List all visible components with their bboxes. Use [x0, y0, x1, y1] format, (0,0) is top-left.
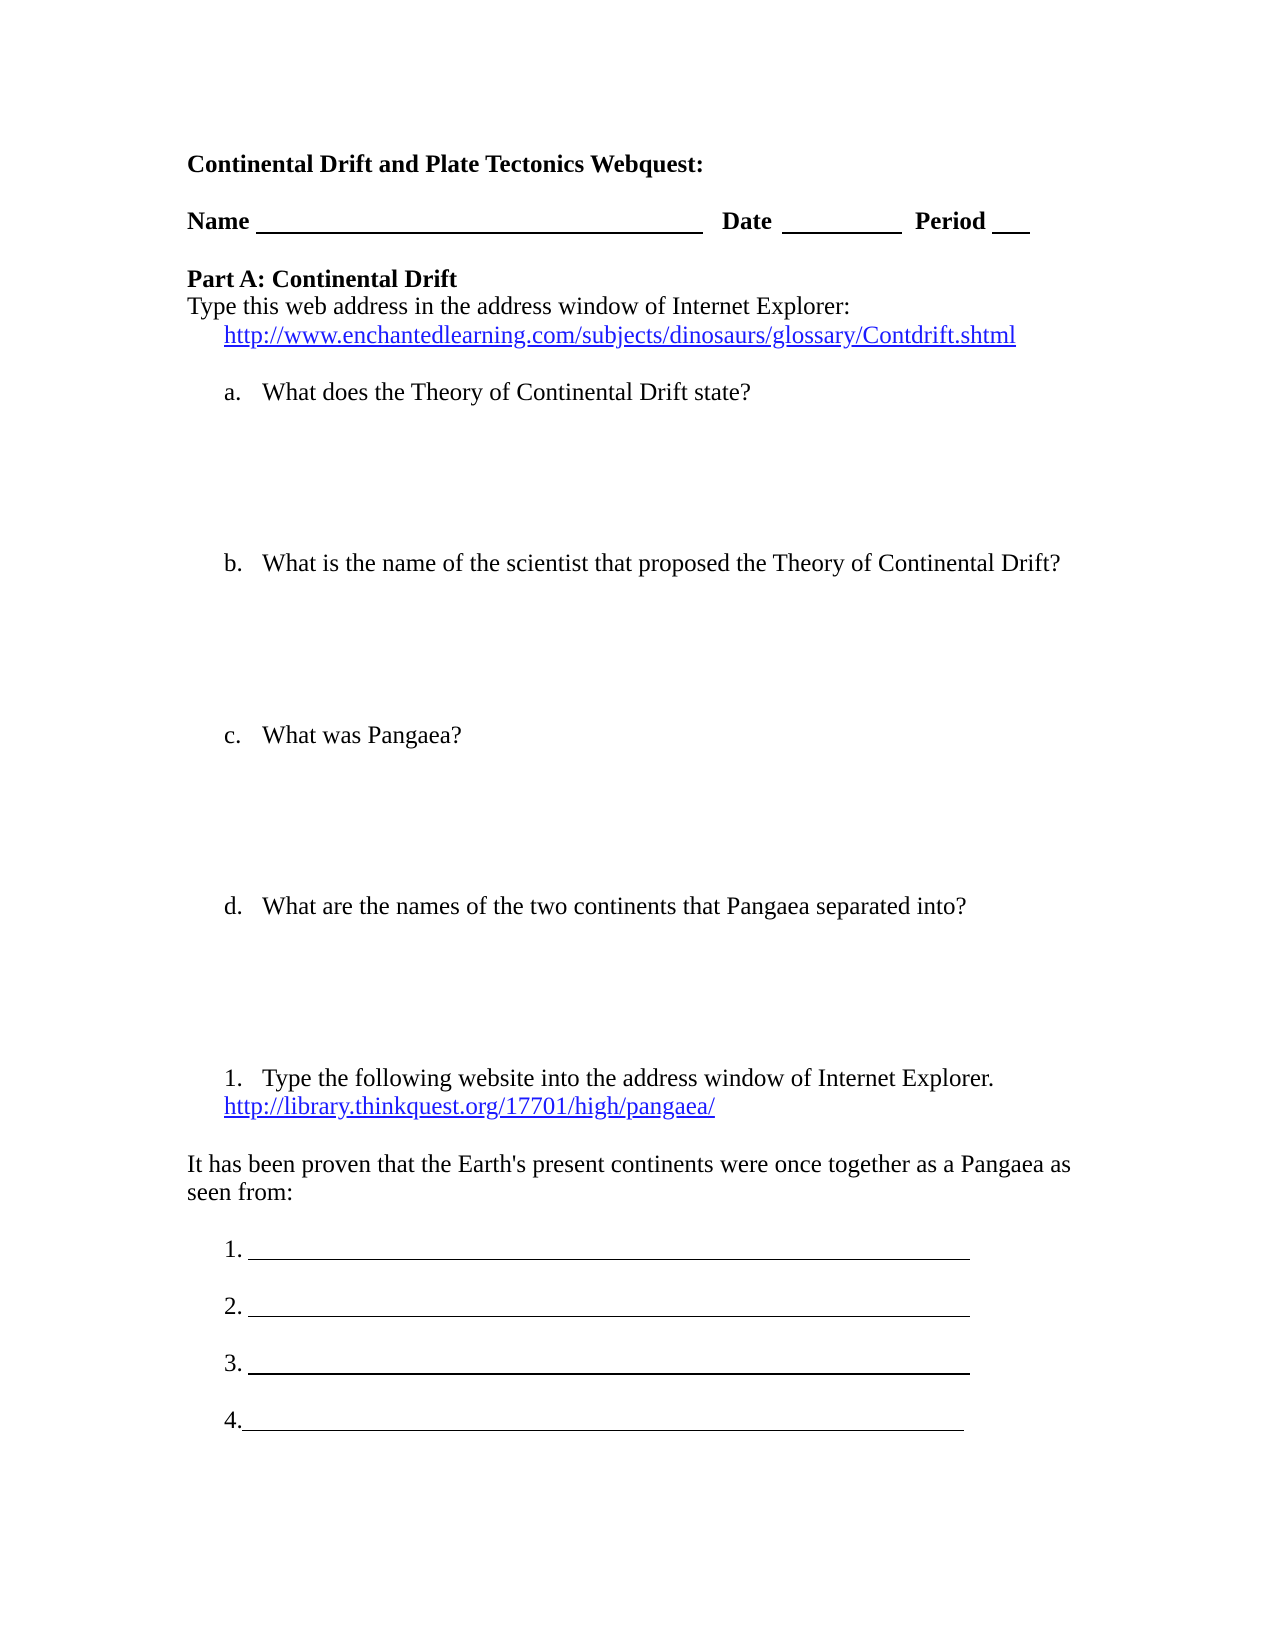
proof-line-1: It has been proven that the Earth's present continents were once together as a Pangaea as: [187, 1151, 1072, 1178]
blank-3-marker: 3.: [224, 1350, 243, 1377]
blank-2-marker: 2.: [224, 1293, 243, 1320]
question-d: What are the names of the two continents that Pangaea separated into?: [262, 893, 967, 920]
blank-4-marker: 4.: [224, 1407, 243, 1434]
page-title: Continental Drift and Plate Tectonics Webquest:: [187, 151, 704, 178]
name-label: Name: [187, 208, 250, 235]
question-a-marker: a.: [224, 379, 242, 406]
blank-3-line[interactable]: [248, 1373, 970, 1375]
proof-line-2: seen from:: [187, 1179, 294, 1206]
period-blank[interactable]: [992, 232, 1030, 234]
date-blank[interactable]: [782, 232, 902, 234]
name-blank[interactable]: [256, 232, 703, 234]
question-c-marker: c.: [224, 722, 242, 749]
blank-1-marker: 1.: [224, 1236, 243, 1263]
thinkquest-link[interactable]: http://library.thinkquest.org/17701/high/pangaea/: [224, 1093, 715, 1120]
question-d-marker: d.: [224, 893, 243, 920]
part-a-heading: Part A: Continental Drift: [187, 266, 458, 293]
enchanted-learning-link[interactable]: http://www.enchantedlearning.com/subjects/dinosaurs/glossary/Contdrift.shtml: [224, 322, 1017, 349]
blank-4-line[interactable]: [242, 1430, 964, 1431]
question-b-marker: b.: [224, 550, 243, 577]
question-a: What does the Theory of Continental Drift state?: [262, 379, 751, 406]
date-label: Date: [722, 208, 772, 235]
step-1-text: Type the following website into the address window of Internet Explorer.: [262, 1065, 995, 1092]
period-label: Period: [915, 208, 986, 235]
question-c: What was Pangaea?: [262, 722, 462, 749]
question-b: What is the name of the scientist that proposed the Theory of Continental Drift?: [262, 550, 1061, 577]
blank-2-line[interactable]: [248, 1316, 970, 1317]
blank-1-line[interactable]: [248, 1259, 970, 1260]
part-a-instruction: Type this web address in the address window of Internet Explorer:: [187, 293, 851, 320]
step-1-marker: 1.: [224, 1065, 243, 1092]
